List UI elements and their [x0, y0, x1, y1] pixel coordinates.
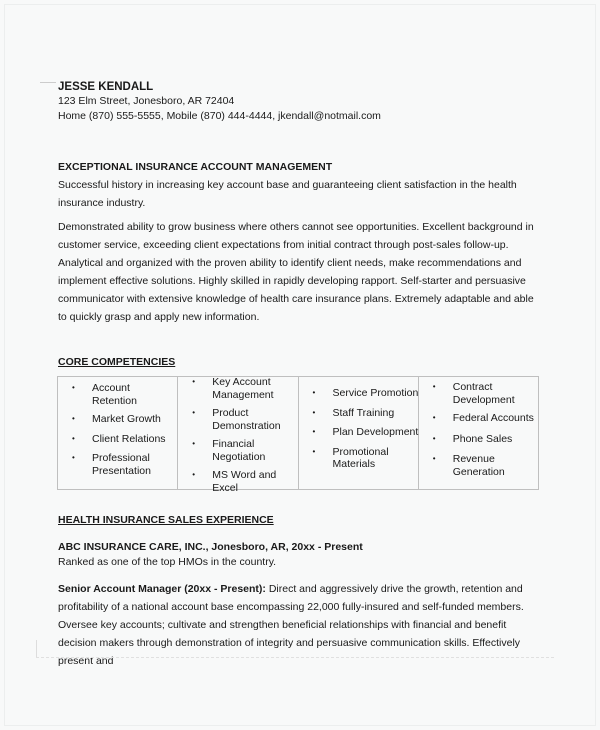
summary-paragraph: Demonstrated ability to grow business where others cannot see opportunities. Excellent background in customer service, exceeding client expectations from initial contract through post-sales follow-up. Analytical and organized with the proven ability to identify client needs, make recommendations and implement effective solutions. Highly skilled in rapidly developing rapport. Self-starter and persuasive communicator with extensive knowledge of health care insurance plans. Extremely adaptable and able to quickly grasp and apply new information. — [58, 221, 534, 323]
competency-item — [192, 438, 282, 463]
bullet-icon: • — [192, 377, 196, 386]
competency-item — [313, 446, 403, 471]
competency-column — [178, 376, 298, 494]
role-title: Senior Account Manager (20xx - Present): — [58, 583, 266, 595]
competency-label: Federal Accounts — [452, 412, 534, 424]
margin-mark — [36, 640, 37, 658]
competency-item — [433, 412, 543, 425]
contact-info: Home (870) 555-5555, Mobile (870) 444-4444, jkendall@notmail.com — [58, 110, 381, 122]
competency-label: Key Account Management — [212, 376, 274, 401]
competencies-heading: CORE COMPETENCIES — [58, 356, 176, 368]
address: 123 Elm Street, Jonesboro, AR 72404 — [58, 95, 235, 107]
competency-label: Staff Training — [332, 406, 395, 419]
competency-label: MS Word and Excel — [212, 469, 277, 494]
bullet-icon: • — [192, 439, 196, 448]
competency-item — [313, 426, 423, 439]
competency-label: Client Relations — [92, 432, 166, 445]
bullet-icon: • — [432, 454, 436, 463]
bullet-icon: • — [312, 407, 316, 417]
candidate-name: JESSE KENDALL — [58, 81, 154, 93]
summary-heading: EXCEPTIONAL INSURANCE ACCOUNT MANAGEMENT — [58, 161, 333, 173]
competency-item — [433, 453, 523, 478]
contact-block — [58, 80, 548, 124]
competency-label: Contract Development — [452, 381, 515, 406]
margin-mark — [40, 82, 56, 83]
company-line: ABC INSURANCE CARE, INC., Jonesboro, AR, 20xx - Present — [58, 541, 363, 553]
competency-label: Product Demonstration — [212, 407, 281, 432]
bullet-icon: • — [72, 383, 75, 392]
summary-paragraph: Successful history in increasing key account base and guaranteeing client satisfaction in the health insurance industry. — [58, 179, 517, 209]
competency-item — [72, 433, 172, 446]
role-description: Direct and aggressively drive the growth, retention and profitability of a national account base encompassing 22,000 fully-insured and self-funded members. Oversee key accounts; cultivate and strengthen beneficial relationships with financial and benefit decision makers through demonstration of integrity and persuasive communication skills. Effectively present and — [58, 583, 524, 667]
competency-item — [433, 433, 543, 446]
competency-item — [72, 413, 172, 426]
bullet-icon: • — [432, 382, 436, 391]
bullet-icon: • — [312, 427, 316, 436]
competencies-table — [57, 376, 539, 494]
competency-item — [313, 407, 423, 420]
competency-label: Financial Negotiation — [212, 438, 266, 463]
competency-column — [299, 377, 419, 489]
competency-label: Revenue Generation — [452, 453, 505, 478]
competency-label: Account Retention — [92, 382, 137, 407]
competency-label: Market Growth — [92, 413, 161, 425]
competency-label: Professional Presentation — [92, 452, 151, 477]
summary-section — [58, 160, 544, 326]
competency-item — [433, 381, 523, 406]
competency-item — [313, 387, 423, 400]
bullet-icon: • — [432, 433, 436, 443]
competency-item — [72, 382, 172, 407]
competency-item — [192, 376, 292, 401]
experience-heading: HEALTH INSURANCE SALES EXPERIENCE — [58, 514, 274, 526]
bullet-icon: • — [192, 408, 196, 417]
competency-label: Plan Development — [332, 426, 419, 438]
competency-item — [72, 452, 162, 477]
competency-item — [192, 407, 292, 432]
competency-label: Service Promotion — [332, 387, 419, 399]
competency-label: Phone Sales — [452, 432, 513, 445]
bullet-icon: • — [72, 433, 75, 443]
bullet-icon: • — [72, 453, 75, 462]
competency-item — [192, 469, 302, 494]
bullet-icon: • — [312, 446, 316, 456]
bullet-icon: • — [312, 388, 316, 397]
bullet-icon: • — [432, 413, 436, 422]
company-note: Ranked as one of the top HMOs in the country. — [58, 556, 277, 568]
bullet-icon: • — [72, 414, 75, 423]
bullet-icon: • — [192, 470, 196, 479]
page-break-rule — [36, 657, 554, 658]
competency-label: Promotional Materials — [332, 445, 389, 470]
competency-column — [58, 377, 178, 489]
experience-section — [58, 513, 544, 670]
competency-column — [419, 377, 538, 489]
